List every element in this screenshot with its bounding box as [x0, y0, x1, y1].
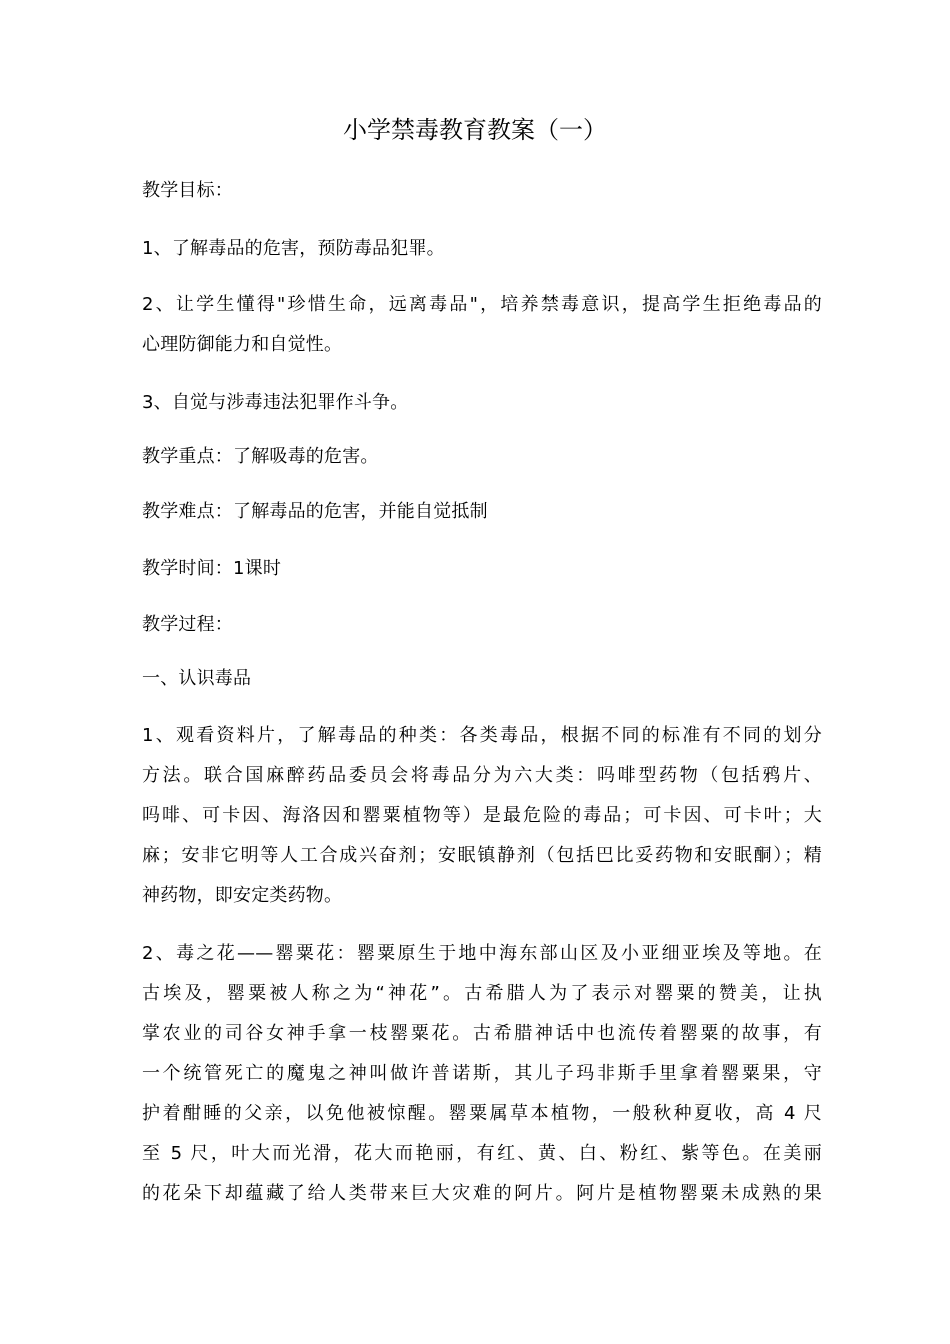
paragraph-2-line: 掌农业的司谷女神手拿一枝罂粟花。古希腊神话中也流传着罂粟的故事，有 — [142, 1023, 822, 1044]
paragraph-2-line: 护着酣睡的父亲，以免他被惊醒。罂粟属草本植物，一般秋种夏收，高 4 尺 — [142, 1103, 822, 1124]
paragraph-2-line: 至 5 尺，叶大而光滑，花大而艳丽，有红、黄、白、粉红、紫等色。在美丽 — [142, 1143, 822, 1164]
paragraph-1-line: 麻；安非它明等人工合成兴奋剂；安眠镇静剂（包括巴比妥药物和安眠酮）；精 — [142, 845, 822, 866]
paragraph-2-line: 2、毒之花——罂粟花：罂粟原生于地中海东部山区及小亚细亚埃及等地。在 — [142, 943, 822, 964]
part-one-heading: 一、认识毒品 — [142, 668, 252, 689]
objective-item-2-line-1: 2、让学生懂得"珍惜生命，远离毒品"，培养禁毒意识，提高学生拒绝毒品的 — [142, 294, 822, 315]
objective-item-3: 3、自觉与涉毒违法犯罪作斗争。 — [142, 392, 409, 413]
process-heading: 教学过程： — [142, 614, 233, 635]
objectives-heading: 教学目标： — [142, 180, 233, 201]
paragraph-1-line: 神药物，即安定类药物。 — [142, 885, 343, 906]
difficulty: 教学难点：了解毒品的危害，并能自觉抵制 — [142, 501, 488, 522]
class-time: 教学时间：1课时 — [142, 558, 282, 579]
document-title: 小学禁毒教育教案（一） — [343, 116, 607, 144]
key-point: 教学重点：了解吸毒的危害。 — [142, 446, 379, 467]
objective-item-2-line-2: 心理防御能力和自觉性。 — [142, 334, 343, 355]
paragraph-2-line: 的花朵下却蕴藏了给人类带来巨大灾难的阿片。阿片是植物罂粟未成熟的果 — [142, 1183, 822, 1204]
paragraph-1-line: 方法。联合国麻醉药品委员会将毒品分为六大类：吗啡型药物（包括鸦片、 — [142, 765, 822, 786]
paragraph-1-line: 1、观看资料片，了解毒品的种类：各类毒品，根据不同的标准有不同的划分 — [142, 725, 822, 746]
paragraph-2-line: 古埃及，罂粟被人称之为“神花”。古希腊人为了表示对罂粟的赞美，让执 — [142, 983, 822, 1004]
paragraph-2-line: 一个统管死亡的魔鬼之神叫做许普诺斯，其儿子玛非斯手里拿着罂粟果，守 — [142, 1063, 822, 1084]
paragraph-1-line: 吗啡、可卡因、海洛因和罂粟植物等）是最危险的毒品；可卡因、可卡叶；大 — [142, 805, 822, 826]
objective-item-1: 1、了解毒品的危害，预防毒品犯罪。 — [142, 238, 445, 259]
